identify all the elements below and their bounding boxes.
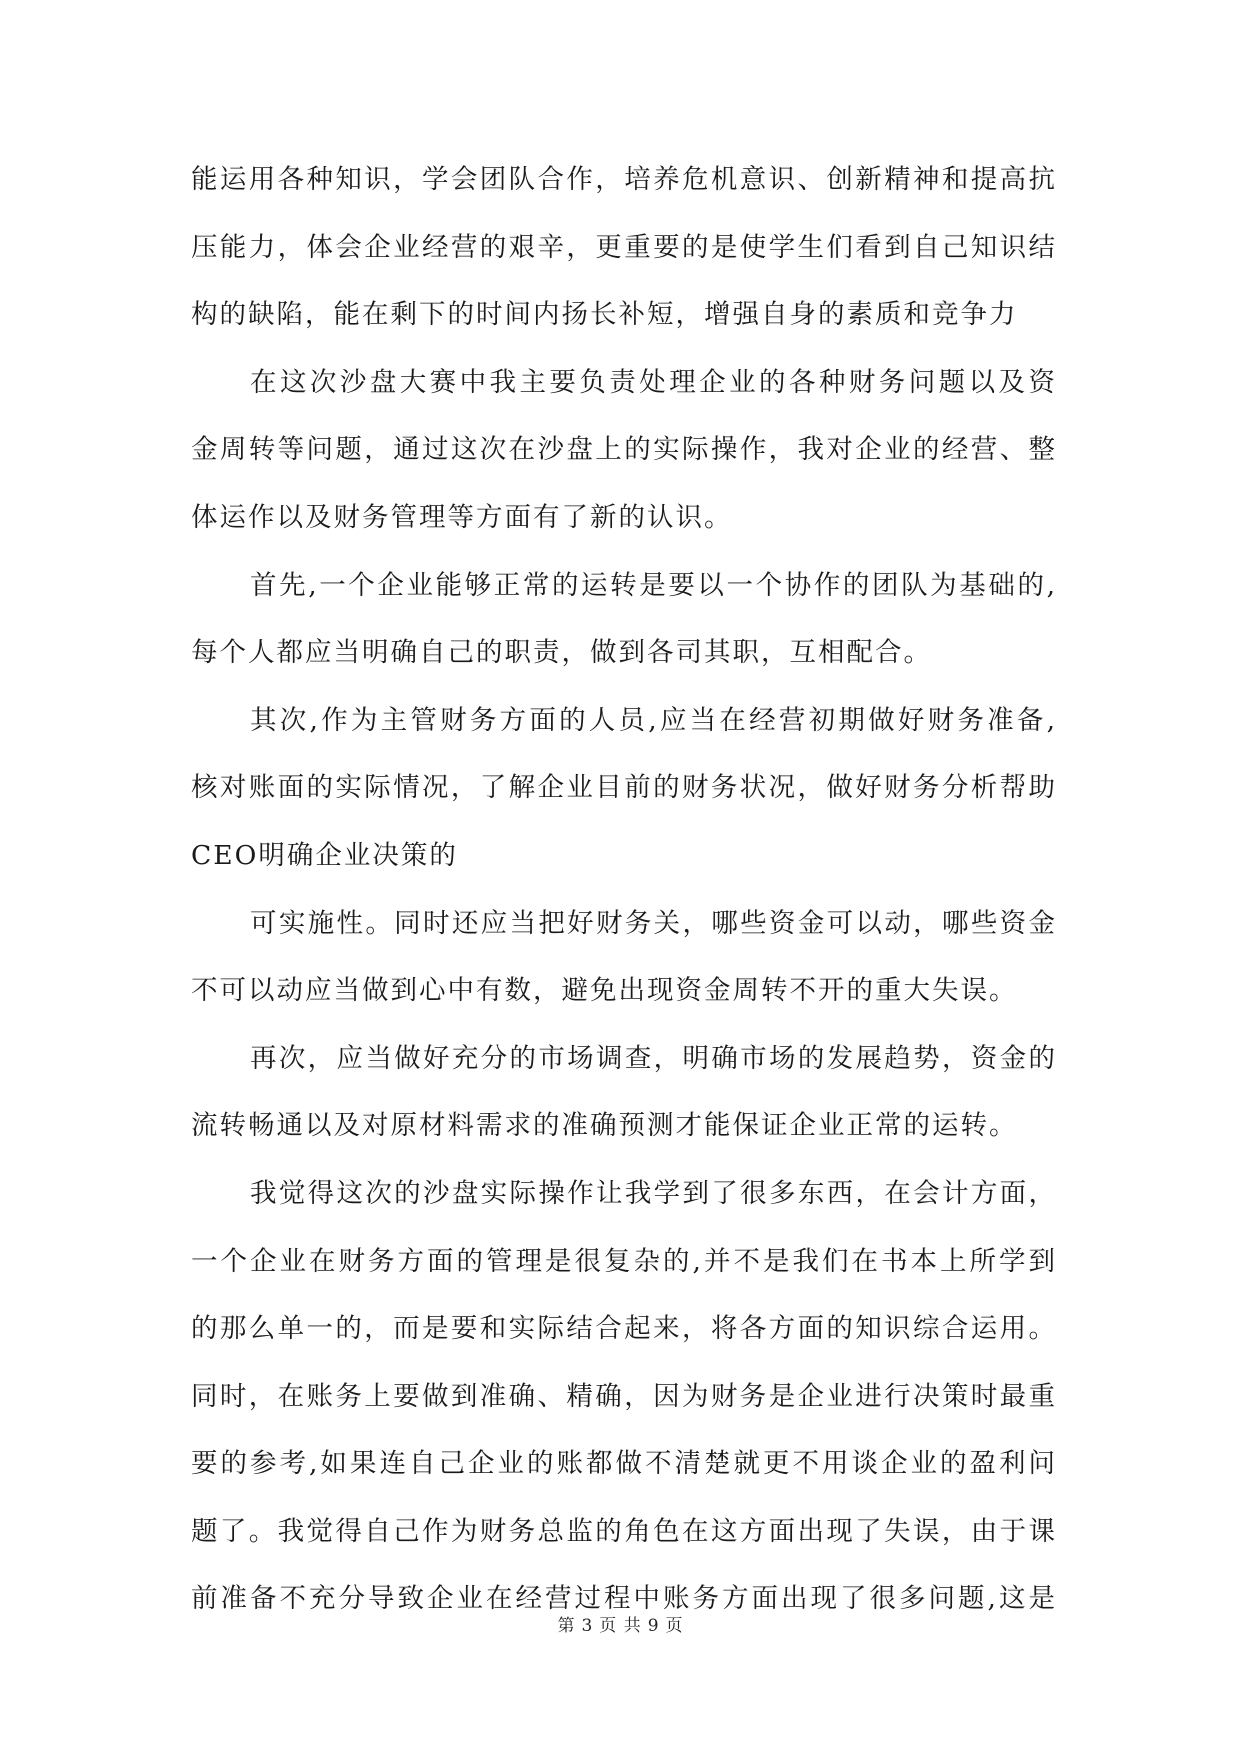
- text-line: 每个人都应当明确自己的职责，做到各司其职，互相配合。: [191, 637, 932, 669]
- page-label-suffix: 页: [665, 1616, 684, 1636]
- current-page-number: 3: [581, 1616, 594, 1636]
- text-line: 体运作以及财务管理等方面有了新的认识。: [191, 501, 733, 533]
- page-label-mid: 页 共: [599, 1616, 642, 1636]
- page-footer: [0, 1611, 1241, 1636]
- text-line: 我觉得这次的沙盘实际操作让我学到了很多东西，在会计方面，: [250, 1177, 1057, 1209]
- text-line: 不可以动应当做到心中有数，避免出现资金周转不开的重大失误。: [191, 975, 1018, 1007]
- text-line: 要的参考,如果连自己企业的账都做不清楚就更不用谈企业的盈利问: [191, 1448, 1057, 1480]
- text-line: 首先,一个企业能够正常的运转是要以一个协作的团队为基础的,: [250, 569, 1057, 601]
- text-line: 核对账面的实际情况，了解企业目前的财务状况，做好财务分析帮助: [191, 772, 1057, 804]
- text-line: CEO明确企业决策的: [191, 839, 458, 871]
- text-line: 再次，应当做好充分的市场调查，明确市场的发展趋势，资金的: [250, 1042, 1057, 1074]
- text-line: 题了。我觉得自己作为财务总监的角色在这方面出现了失误，由于课: [191, 1515, 1057, 1547]
- text-line: 金周转等问题，通过这次在沙盘上的实际操作，我对企业的经营、整: [191, 434, 1057, 466]
- body-text: [191, 160, 1057, 1647]
- text-line: 流转畅通以及对原材料需求的准确预测才能保证企业正常的运转。: [191, 1110, 1018, 1142]
- total-pages-number: 9: [647, 1616, 660, 1636]
- text-line: 一个企业在财务方面的管理是很复杂的,并不是我们在书本上所学到: [191, 1245, 1057, 1277]
- text-line: 可实施性。同时还应当把好财务关，哪些资金可以动，哪些资金: [250, 907, 1057, 939]
- text-line: 其次,作为主管财务方面的人员,应当在经营初期做好财务准备,: [250, 704, 1057, 736]
- text-line: 压能力，体会企业经营的艰辛，更重要的是使学生们看到自己知识结: [191, 231, 1057, 263]
- text-line: 构的缺陷，能在剩下的时间内扬长补短，增强自身的素质和竞争力: [191, 299, 1018, 331]
- text-line: 同时，在账务上要做到准确、精确，因为财务是企业进行决策时最重: [191, 1380, 1057, 1412]
- page-label-prefix: 第: [557, 1616, 576, 1636]
- text-line: 前准备不充分导致企业在经营过程中账务方面出现了很多问题,这是: [191, 1583, 1057, 1615]
- text-line: 能运用各种知识，学会团队合作，培养危机意识、创新精神和提高抗: [191, 164, 1057, 195]
- text-line: 在这次沙盘大赛中我主要负责处理企业的各种财务问题以及资: [250, 366, 1057, 398]
- text-line: 的那么单一的，而是要和实际结合起来，将各方面的知识综合运用。: [191, 1313, 1057, 1345]
